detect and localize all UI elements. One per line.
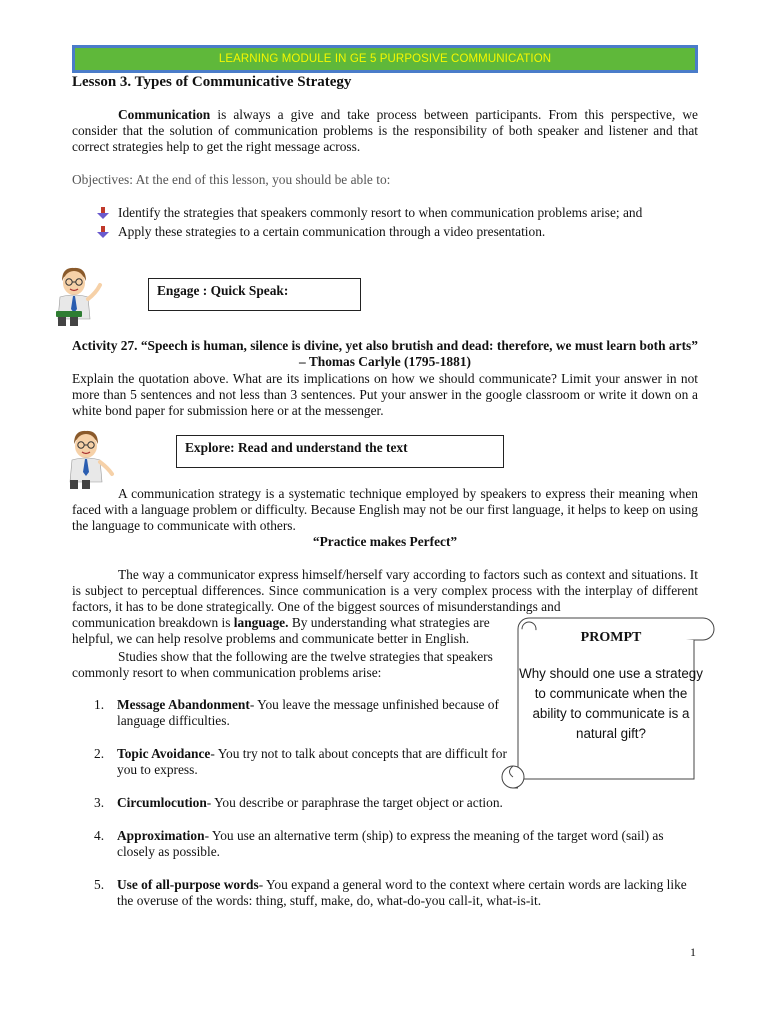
explore-label: Explore: Read and understand the text (185, 440, 408, 455)
strategy-term: Approximation (117, 828, 205, 843)
lesson-title: Lesson 3. Types of Communicative Strategy (72, 74, 352, 90)
strategy-list-item (94, 877, 694, 909)
strategy-list-item (94, 795, 694, 811)
strategy-number: 2. (94, 746, 105, 761)
strategy-term: Topic Avoidance (117, 746, 211, 761)
strategy-paragraph: A communication strategy is a systematic technique employed by speakers to express their meaning when faced with a language problem or difficulty. Because English may not be our first language, it helps to keep on using the language to communicate with others. (72, 486, 698, 533)
strategy-number: 3. (94, 795, 105, 810)
down-arrow-bullet-icon (96, 207, 110, 220)
strategy-term: Circumlocution (117, 795, 207, 810)
strategy-desc: - You describe or paraphrase the target object or action. (206, 795, 503, 810)
objective-item (96, 224, 696, 240)
helpful-line: helpful, we can help resolve problems and communicate better in English. (72, 631, 470, 646)
teacher-mascot-icon (52, 265, 104, 327)
down-arrow-bullet-icon (96, 226, 110, 239)
language-line-start: communication breakdown is (72, 615, 234, 630)
page-number: 1 (690, 945, 696, 959)
strategy-list-item (94, 697, 514, 729)
intro-bold-term: Communication (118, 107, 211, 122)
objective-text: Identify the strategies that speakers commonly resort to when communication problems arise; and (118, 205, 643, 220)
prompt-body: Why should one use a strategy to communicate when the ability to communicate is a natural gift? (519, 666, 703, 741)
strategy-desc: - You expand a general word to the context where certain words are lacking like the overuse of the words: thing, stuff, make, do, what-do-you call-it, what-is-it. (117, 877, 687, 908)
language-bold-term: language. (233, 615, 289, 630)
strategy-number: 4. (94, 828, 105, 843)
language-line (72, 615, 508, 631)
module-banner-fill (75, 48, 695, 70)
module-banner (72, 45, 698, 73)
objective-item (96, 205, 696, 221)
strategy-desc: - You leave the message unfinished because of language difficulties. (117, 697, 499, 728)
teacher-mascot-icon (64, 428, 116, 490)
activity-title: Activity 27. “Speech is human, silence is divine, yet also brutish and dead: therefore, we must learn both arts” – Thomas Carlyle (1795-1881) (72, 338, 698, 369)
factors-paragraph: The way a communicator express himself/herself vary according to factors such as context and situations. It is subject to perceptual differences. Since communication is a very complex process with the interplay of different factors, it has to be done strategically. One of the biggest sources of misunderstandings and (72, 567, 698, 614)
strategy-desc: - You try not to talk about concepts that are difficult for you to express. (117, 746, 507, 777)
strategy-desc: - You use an alternative term (ship) to express the meaning of the target word (sail) as closely as possible. (117, 828, 664, 859)
studies-line: Studies show that the following are the twelve strategies that speakers (118, 649, 493, 664)
prompt-title: PROMPT (580, 630, 642, 645)
engage-box (148, 278, 361, 311)
objective-text: Apply these strategies to a certain communication through a video presentation. (118, 224, 546, 239)
objectives-heading: Objectives: At the end of this lesson, you should be able to: (72, 172, 391, 187)
strategy-term: Message Abandonment (117, 697, 250, 712)
strategy-number: 5. (94, 877, 105, 892)
explore-box (176, 435, 504, 468)
strategy-list-item (94, 828, 694, 860)
module-banner-text: LEARNING MODULE IN GE 5 PURPOSIVE COMMUNICATION (218, 53, 552, 65)
motto: “Practice makes Perfect” (312, 534, 458, 549)
prompt-scroll (496, 614, 726, 794)
activity-instructions: Explain the quotation above. What are its implications on how we should communicate? Limit your answer in not more than 5 sentences and not less than 3 sentences. Put your answer in the google classroom or write it down on a white bond paper for submission here or at the messenger. (72, 371, 698, 418)
studies-line-2: commonly resort to when communication problems arise: (72, 665, 382, 680)
intro-paragraph (72, 107, 698, 155)
intro-text: is always a give and take process between participants. From this perspective, we consider that the solution of communication problems is the responsibility of both speaker and listener and that correct strategies help to get the right message across. (72, 107, 698, 154)
engage-label: Engage : Quick Speak: (157, 283, 289, 298)
strategy-number: 1. (94, 697, 105, 712)
strategy-term: Use of all-purpose words (117, 877, 259, 892)
language-line-end: By understanding what strategies are (288, 615, 490, 630)
strategy-list-item (94, 746, 514, 778)
